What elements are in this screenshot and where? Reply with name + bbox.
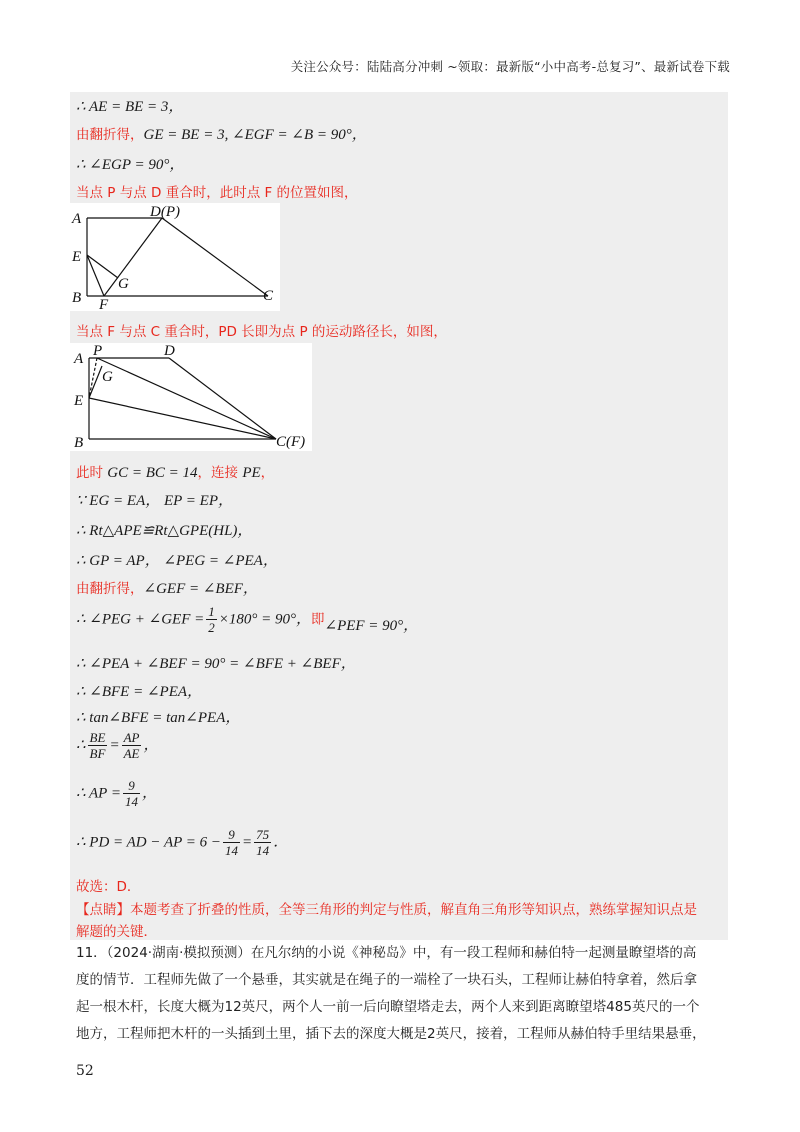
fig1-label-c: C: [263, 288, 274, 304]
l15-den-2: AE: [123, 746, 140, 761]
l15-fraction-1: [88, 730, 108, 761]
solution-line-13: ∴ ∠BFE = ∠PEA，: [76, 684, 203, 700]
l17-den-2: 14: [256, 843, 270, 858]
l16-pre: ∴ AP =: [76, 785, 121, 802]
solution-line-2: [76, 123, 367, 144]
fig2-label-e: E: [74, 393, 84, 409]
fig2-label-d: D: [164, 343, 175, 359]
solution-line-14: ∴ tan∠BFE = tan∠PEA，: [76, 710, 241, 726]
solution-line-7: ∵ EG = EA， EP = EP，: [76, 493, 233, 509]
l15-num-1: BE: [89, 730, 106, 745]
fold-math: GE = BE = 3, ∠EGF = ∠B = 90°，: [143, 127, 367, 143]
fig2-eg: [89, 366, 102, 398]
l15-den-1: BF: [89, 746, 106, 761]
solution-line-15: [76, 730, 158, 761]
solution-line-6: [76, 461, 274, 482]
l10-math: ∠GEF = ∠BEF，: [143, 581, 258, 597]
l15-post: ，: [143, 737, 159, 754]
problem-11: [76, 940, 726, 1048]
solution-line-1: ∴ AE = BE = 3，: [76, 99, 184, 115]
fig1-label-dp: D(P): [150, 204, 180, 220]
l15-pre: ∴: [76, 737, 86, 754]
l16-num: 9: [123, 778, 140, 794]
solution-line-16: [76, 778, 157, 809]
l11-math-b: ×180° = 90°，: [218, 611, 311, 628]
fig2-label-b: B: [74, 435, 84, 451]
comment-line-1: 【点睛】本题考查了折叠的性质，全等三角形的判定与性质，解直角三角形等知识点，熟练掌握知识点是: [76, 902, 697, 918]
l17-pre: ∴ PD = AD − AP = 6 −: [76, 834, 222, 851]
fold-label: 由翻折得，: [76, 127, 144, 143]
page-header: 关注公众号：陆陆高分冲刺 ~领取：最新版“小中高考-总复习”、最新试卷下载: [290, 59, 730, 74]
solution-line-12: ∴ ∠PEA + ∠BEF = 90° = ∠BFE + ∠BEF，: [76, 656, 356, 672]
l6-math: GC = BC = 14: [107, 465, 198, 481]
l16-post: ，: [141, 785, 157, 802]
fig1-df: [104, 218, 162, 296]
l11-numerator: 1: [208, 604, 215, 619]
l17-post: ．: [273, 834, 289, 851]
fig2-label-a: A: [74, 351, 84, 367]
l10-label: 由翻折得，: [76, 581, 144, 597]
problem-11-line-1: 11．（2024·湖南·模拟预测）在凡尔纳的小说《神秘岛》中，有一段工程师和赫伯特一起测量瞭望塔的高: [76, 945, 697, 961]
solution-line-4: 当点 P 与点 D 重合时，此时点 F 的位置如图，: [76, 185, 358, 201]
l11-math-d: ∠PEF = 90°，: [324, 617, 419, 634]
l11-math-a: ∴ ∠PEG + ∠GEF =: [76, 611, 205, 628]
fig1-dc: [162, 218, 268, 296]
l17-fraction-1: [223, 827, 240, 858]
fig1-label-b: B: [72, 290, 82, 306]
solution-line-17: [76, 827, 288, 858]
figure-1: [70, 203, 280, 311]
fig1-label-g: G: [118, 276, 129, 292]
l6-text-b: ，连接: [197, 465, 243, 481]
solution-line-11: [76, 604, 418, 635]
fig2-label-cf: C(F): [276, 434, 306, 450]
l6-text-a: 此时: [76, 465, 108, 481]
answer-line: 故选：D．: [76, 879, 141, 895]
solution-line-8: ∴ Rt△APE≌Rt△GPE(HL)，: [76, 523, 253, 539]
fig2-pc: [97, 358, 276, 439]
l6-text-c: ，: [260, 465, 275, 481]
l17-fraction-2: [254, 827, 271, 858]
figure-2: [70, 343, 312, 451]
fig2-label-g: G: [102, 369, 113, 385]
l17-eq: =: [242, 834, 253, 851]
page-number: 52: [76, 1063, 94, 1079]
fig2-pe: [89, 358, 97, 398]
fig2-label-p: P: [93, 343, 103, 359]
problem-11-line-4: 地方，工程师把木杆的一头插到土里，插下去的深度大概是2英尺，接着，工程师从赫伯特手里结果悬垂，: [76, 1026, 706, 1042]
fig1-label-a: A: [72, 211, 82, 227]
fig1-label-f: F: [99, 297, 109, 311]
l6-math2: PE: [242, 465, 261, 481]
l16-den: 14: [124, 794, 138, 809]
solution-line-3: ∴ ∠EGP = 90°，: [76, 157, 185, 173]
problem-11-line-2: 度的情节．工程师先做了一个悬垂，其实就是在绳子的一端栓了一块石头，工程师让赫伯特拿着，然后拿: [76, 972, 697, 988]
l11-denominator: 2: [208, 620, 215, 635]
problem-11-line-3: 起一根木杆，长度大概为12英尺，两个人一前一后向瞭望塔走去，两个人来到距离瞭望塔485英尺的一个: [76, 999, 700, 1015]
fig1-label-e: E: [72, 249, 82, 265]
solution-line-9: ∴ GP = AP， ∠PEG = ∠PEA，: [76, 553, 278, 569]
l16-fraction: [123, 778, 140, 809]
l17-den-1: 14: [225, 843, 239, 858]
comment-line-2: 解题的关键．: [76, 924, 157, 940]
l11-fraction: [206, 604, 217, 635]
solution-line-5: 当点 F 与点 C 重合时，PD 长即为点 P 的运动路径长，如图，: [76, 324, 447, 340]
l17-num-2: 75: [256, 827, 270, 842]
l15-eq: =: [109, 737, 120, 754]
l15-num-2: AP: [123, 730, 140, 745]
l17-num-1: 9: [223, 827, 240, 843]
l15-fraction-2: [122, 730, 142, 761]
l11-text-c: 即: [311, 611, 325, 628]
solution-line-10: [76, 577, 258, 598]
